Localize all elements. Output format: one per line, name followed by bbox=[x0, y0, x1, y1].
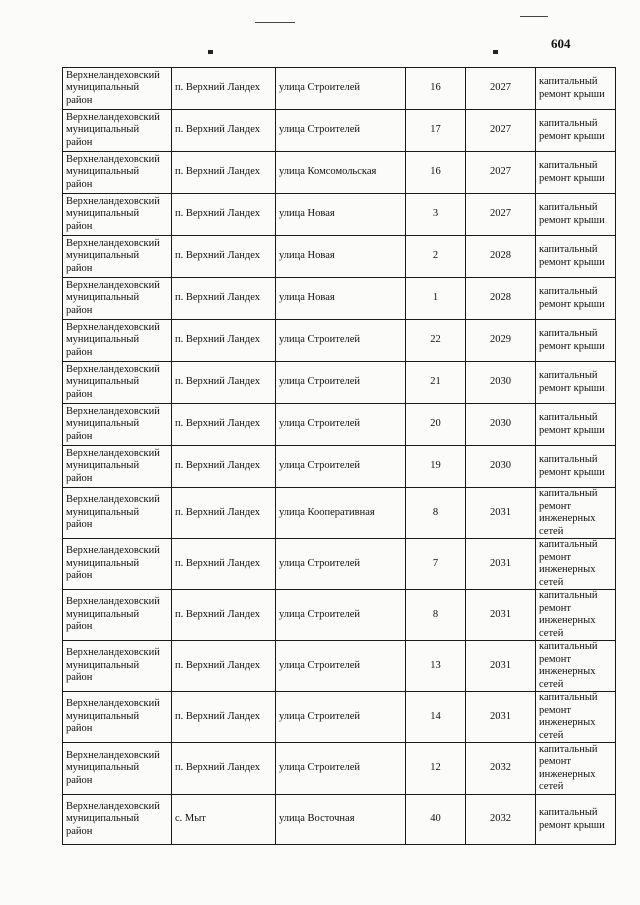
work-type-cell: капитальный ремонт крыши bbox=[536, 446, 616, 488]
work-type-cell: капитальный ремонт крыши bbox=[536, 152, 616, 194]
work-type-cell: капитальный ремонт крыши bbox=[536, 236, 616, 278]
house-number-cell: 3 bbox=[406, 194, 466, 236]
repair-year-cell: 2031 bbox=[466, 692, 536, 743]
table-body bbox=[63, 68, 616, 845]
table-row bbox=[63, 320, 616, 362]
district-cell: Верхнеландеховский муниципальный район bbox=[63, 795, 172, 845]
street-cell: улица Строителей bbox=[276, 362, 406, 404]
settlement-cell: п. Верхний Ландех bbox=[172, 446, 276, 488]
district-cell: Верхнеландеховский муниципальный район bbox=[63, 404, 172, 446]
street-cell: улица Новая bbox=[276, 236, 406, 278]
work-type-cell: капитальный ремонт инженерных сетей bbox=[536, 488, 616, 539]
district-cell: Верхнеландеховский муниципальный район bbox=[63, 194, 172, 236]
repair-year-cell: 2031 bbox=[466, 641, 536, 692]
page-number: 604 bbox=[551, 36, 571, 51]
district-cell: Верхнеландеховский муниципальный район bbox=[63, 692, 172, 743]
work-type-cell: капитальный ремонт инженерных сетей bbox=[536, 590, 616, 641]
district-cell: Верхнеландеховский муниципальный район bbox=[63, 446, 172, 488]
street-cell: улица Строителей bbox=[276, 110, 406, 152]
table-row bbox=[63, 404, 616, 446]
street-cell: улица Новая bbox=[276, 278, 406, 320]
repair-year-cell: 2029 bbox=[466, 320, 536, 362]
settlement-cell: с. Мыт bbox=[172, 795, 276, 845]
work-type-cell: капитальный ремонт инженерных сетей bbox=[536, 539, 616, 590]
district-cell: Верхнеландеховский муниципальный район bbox=[63, 152, 172, 194]
settlement-cell: п. Верхний Ландех bbox=[172, 488, 276, 539]
district-cell: Верхнеландеховский муниципальный район bbox=[63, 110, 172, 152]
table-row bbox=[63, 362, 616, 404]
settlement-cell: п. Верхний Ландех bbox=[172, 278, 276, 320]
repair-year-cell: 2031 bbox=[466, 539, 536, 590]
settlement-cell: п. Верхний Ландех bbox=[172, 743, 276, 795]
house-number-cell: 8 bbox=[406, 590, 466, 641]
street-cell: улица Строителей bbox=[276, 539, 406, 590]
scan-mark-top bbox=[255, 22, 295, 23]
settlement-cell: п. Верхний Ландех bbox=[172, 692, 276, 743]
district-cell: Верхнеландеховский муниципальный район bbox=[63, 68, 172, 110]
settlement-cell: п. Верхний Ландех bbox=[172, 590, 276, 641]
work-type-cell: капитальный ремонт крыши bbox=[536, 278, 616, 320]
street-cell: улица Восточная bbox=[276, 795, 406, 845]
table-row bbox=[63, 743, 616, 795]
house-number-cell: 7 bbox=[406, 539, 466, 590]
house-number-cell: 20 bbox=[406, 404, 466, 446]
street-cell: улица Новая bbox=[276, 194, 406, 236]
table-row bbox=[63, 539, 616, 590]
house-number-cell: 13 bbox=[406, 641, 466, 692]
work-type-cell: капитальный ремонт крыши bbox=[536, 194, 616, 236]
table-row bbox=[63, 795, 616, 845]
settlement-cell: п. Верхний Ландех bbox=[172, 641, 276, 692]
district-cell: Верхнеландеховский муниципальный район bbox=[63, 320, 172, 362]
street-cell: улица Кооперативная bbox=[276, 488, 406, 539]
house-number-cell: 40 bbox=[406, 795, 466, 845]
house-number-cell: 17 bbox=[406, 110, 466, 152]
table-row bbox=[63, 692, 616, 743]
house-number-cell: 14 bbox=[406, 692, 466, 743]
street-cell: улица Строителей bbox=[276, 692, 406, 743]
district-cell: Верхнеландеховский муниципальный район bbox=[63, 539, 172, 590]
district-cell: Верхнеландеховский муниципальный район bbox=[63, 362, 172, 404]
house-number-cell: 2 bbox=[406, 236, 466, 278]
street-cell: улица Строителей bbox=[276, 404, 406, 446]
settlement-cell: п. Верхний Ландех bbox=[172, 110, 276, 152]
repair-year-cell: 2030 bbox=[466, 404, 536, 446]
repair-year-cell: 2032 bbox=[466, 743, 536, 795]
table-row bbox=[63, 110, 616, 152]
settlement-cell: п. Верхний Ландех bbox=[172, 320, 276, 362]
table-row bbox=[63, 488, 616, 539]
settlement-cell: п. Верхний Ландех bbox=[172, 362, 276, 404]
house-number-cell: 16 bbox=[406, 152, 466, 194]
work-type-cell: капитальный ремонт инженерных сетей bbox=[536, 692, 616, 743]
house-number-cell: 8 bbox=[406, 488, 466, 539]
work-type-cell: капитальный ремонт крыши bbox=[536, 110, 616, 152]
scan-dot-right bbox=[493, 50, 498, 54]
repair-year-cell: 2027 bbox=[466, 68, 536, 110]
district-cell: Верхнеландеховский муниципальный район bbox=[63, 590, 172, 641]
housing-repair-table bbox=[62, 67, 616, 845]
repair-year-cell: 2028 bbox=[466, 236, 536, 278]
repair-year-cell: 2030 bbox=[466, 362, 536, 404]
settlement-cell: п. Верхний Ландех bbox=[172, 539, 276, 590]
table-row bbox=[63, 641, 616, 692]
scan-dot-left bbox=[208, 50, 213, 54]
street-cell: улица Строителей bbox=[276, 446, 406, 488]
repair-year-cell: 2027 bbox=[466, 152, 536, 194]
repair-year-cell: 2031 bbox=[466, 590, 536, 641]
table-row bbox=[63, 278, 616, 320]
work-type-cell: капитальный ремонт крыши bbox=[536, 68, 616, 110]
house-number-cell: 19 bbox=[406, 446, 466, 488]
house-number-cell: 12 bbox=[406, 743, 466, 795]
street-cell: улица Комсомольская bbox=[276, 152, 406, 194]
work-type-cell: капитальный ремонт крыши bbox=[536, 362, 616, 404]
district-cell: Верхнеландеховский муниципальный район bbox=[63, 488, 172, 539]
table-row bbox=[63, 446, 616, 488]
repair-year-cell: 2030 bbox=[466, 446, 536, 488]
settlement-cell: п. Верхний Ландех bbox=[172, 236, 276, 278]
work-type-cell: капитальный ремонт инженерных сетей bbox=[536, 641, 616, 692]
house-number-cell: 22 bbox=[406, 320, 466, 362]
work-type-cell: капитальный ремонт крыши bbox=[536, 404, 616, 446]
district-cell: Верхнеландеховский муниципальный район bbox=[63, 641, 172, 692]
table-row bbox=[63, 152, 616, 194]
house-number-cell: 21 bbox=[406, 362, 466, 404]
house-number-cell: 16 bbox=[406, 68, 466, 110]
street-cell: улица Строителей bbox=[276, 743, 406, 795]
repair-year-cell: 2027 bbox=[466, 110, 536, 152]
settlement-cell: п. Верхний Ландех bbox=[172, 404, 276, 446]
work-type-cell: капитальный ремонт крыши bbox=[536, 320, 616, 362]
table-row bbox=[63, 236, 616, 278]
street-cell: улица Строителей bbox=[276, 590, 406, 641]
repair-year-cell: 2031 bbox=[466, 488, 536, 539]
repair-year-cell: 2028 bbox=[466, 278, 536, 320]
repair-year-cell: 2032 bbox=[466, 795, 536, 845]
work-type-cell: капитальный ремонт инженерных сетей bbox=[536, 743, 616, 795]
settlement-cell: п. Верхний Ландех bbox=[172, 194, 276, 236]
settlement-cell: п. Верхний Ландех bbox=[172, 152, 276, 194]
table-row bbox=[63, 590, 616, 641]
scan-mark-right bbox=[520, 16, 548, 17]
street-cell: улица Строителей bbox=[276, 641, 406, 692]
repair-year-cell: 2027 bbox=[466, 194, 536, 236]
settlement-cell: п. Верхний Ландех bbox=[172, 68, 276, 110]
district-cell: Верхнеландеховский муниципальный район bbox=[63, 278, 172, 320]
district-cell: Верхнеландеховский муниципальный район bbox=[63, 236, 172, 278]
district-cell: Верхнеландеховский муниципальный район bbox=[63, 743, 172, 795]
table-row bbox=[63, 194, 616, 236]
house-number-cell: 1 bbox=[406, 278, 466, 320]
work-type-cell: капитальный ремонт крыши bbox=[536, 795, 616, 845]
table-row bbox=[63, 68, 616, 110]
street-cell: улица Строителей bbox=[276, 68, 406, 110]
street-cell: улица Строителей bbox=[276, 320, 406, 362]
